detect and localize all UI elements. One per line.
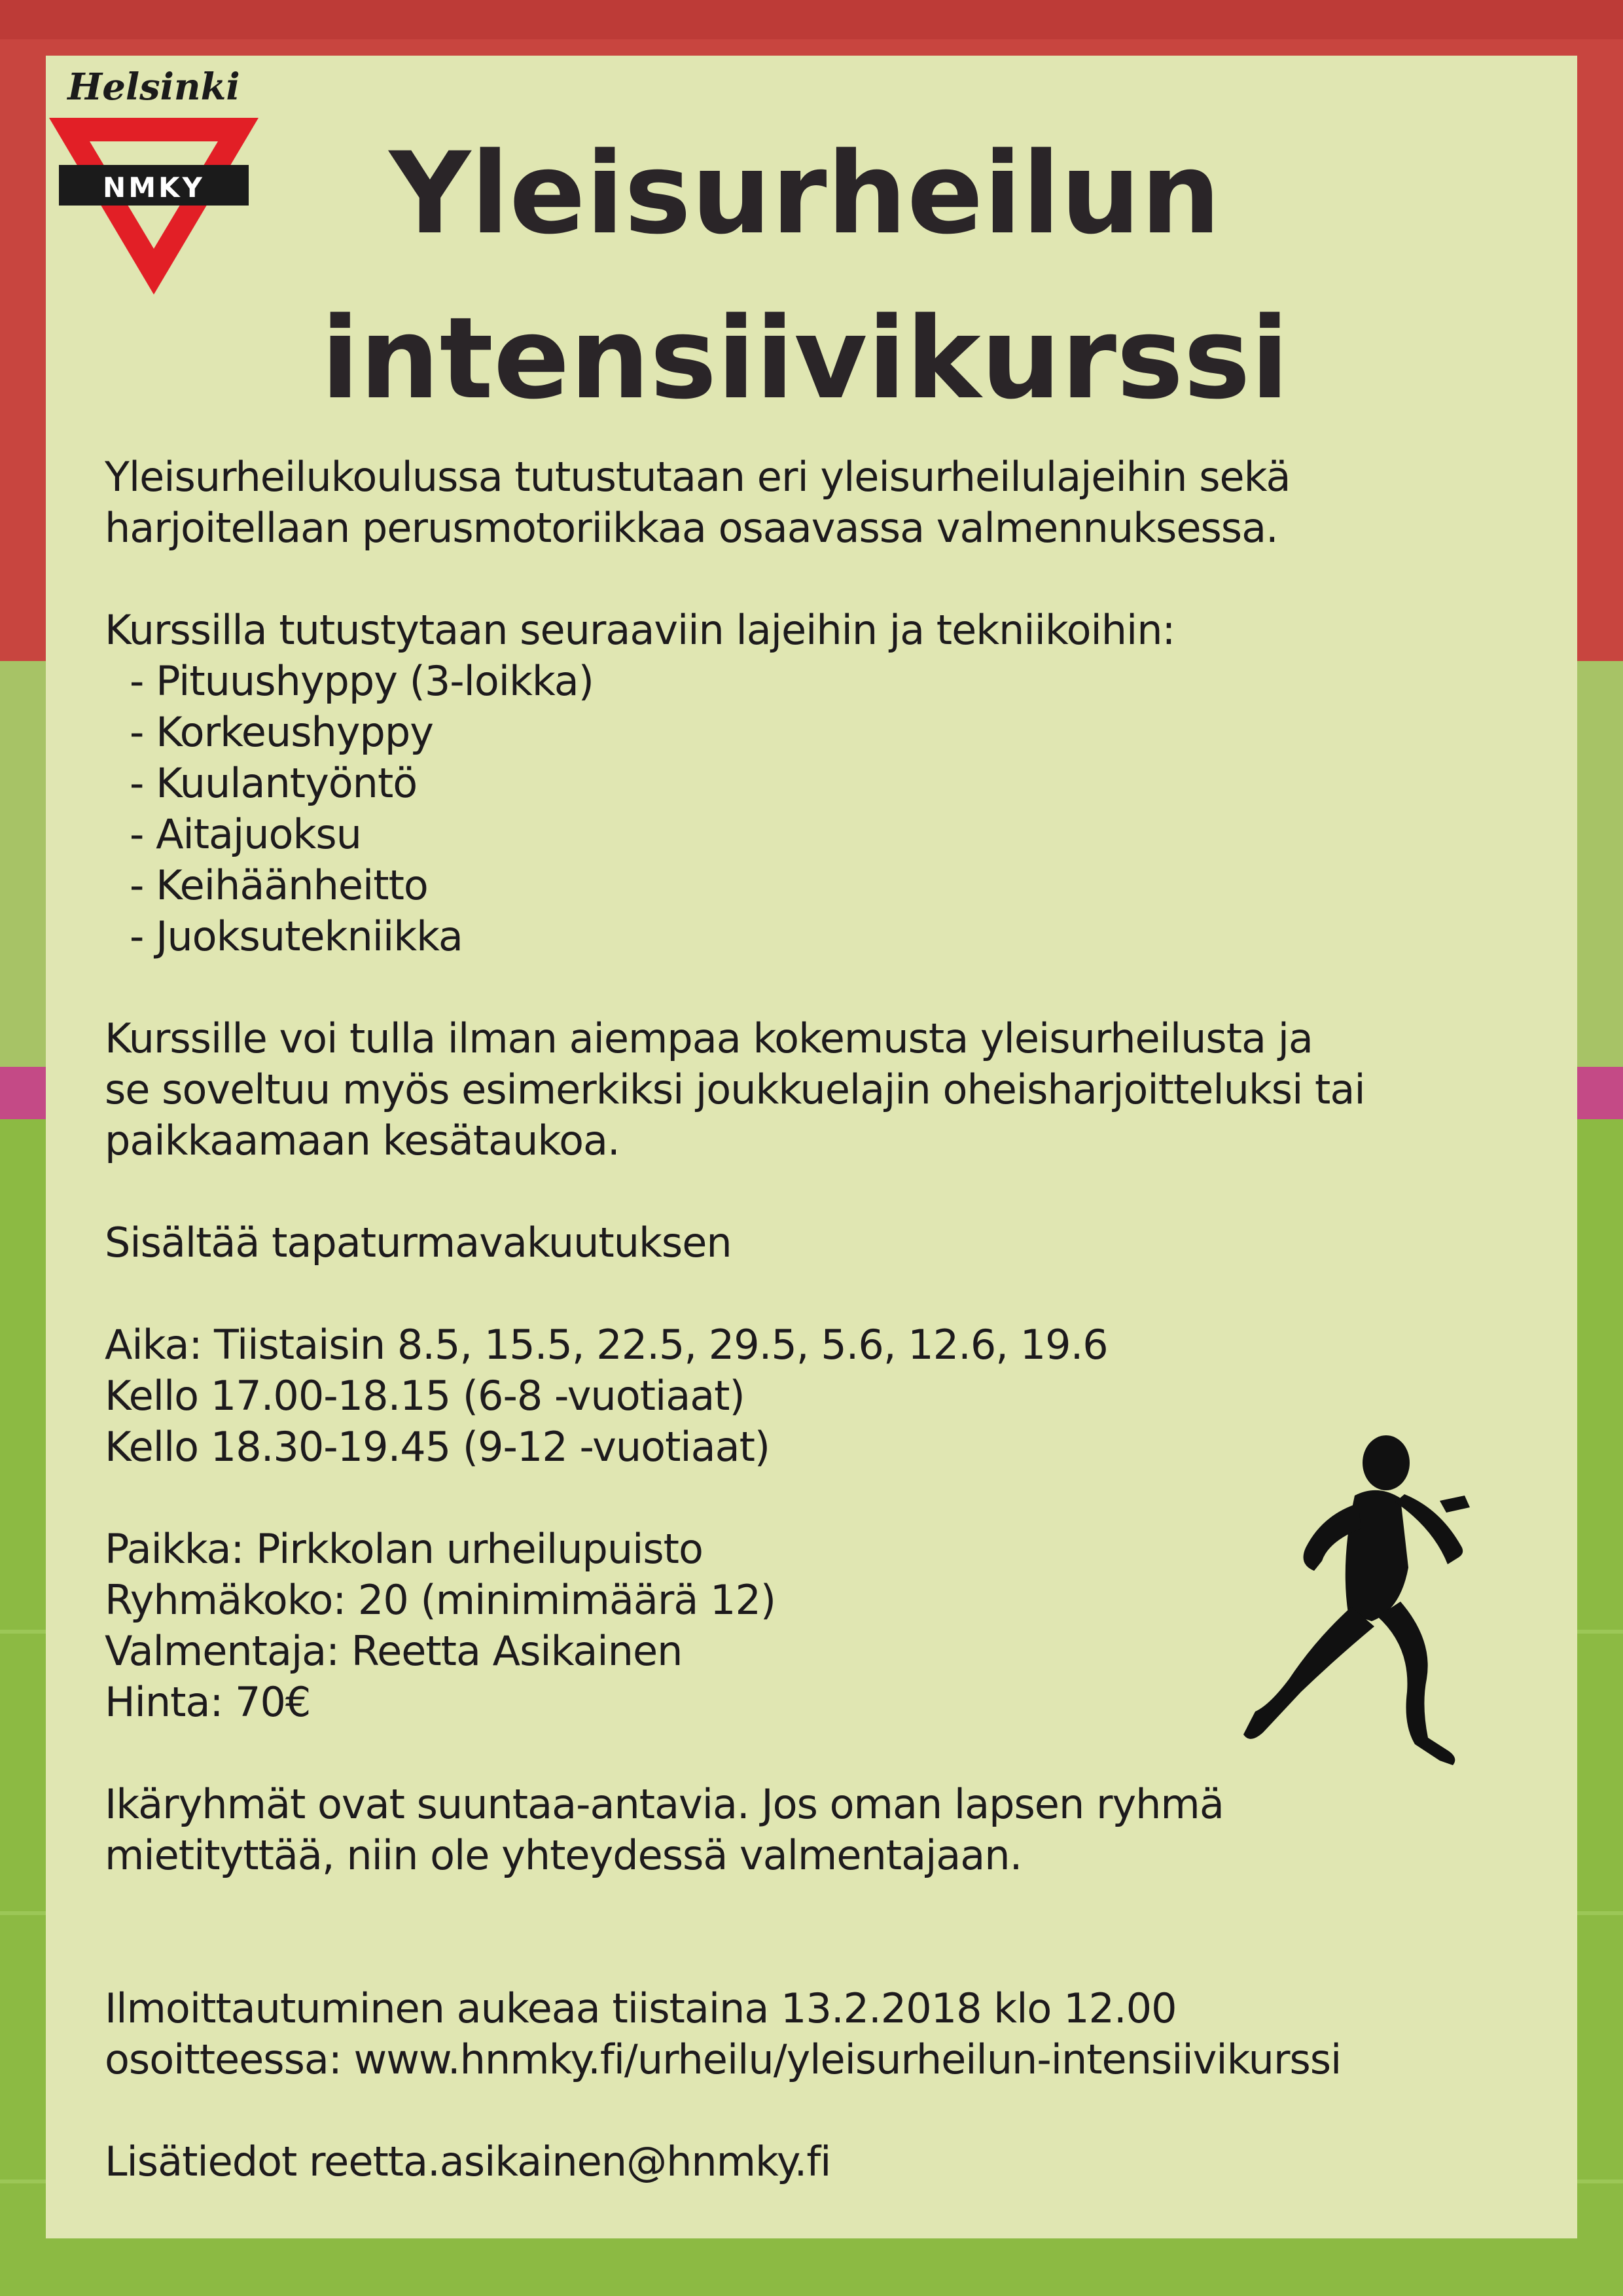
events-heading: Kurssilla tutustytaan seuraaviin lajeihin ja tekniikoihin: — [105, 606, 1175, 654]
schedule-line: Aika: Tiistaisin 8.5, 15.5, 22.5, 29.5, 5.6, 12.6, 19.6 — [105, 1321, 1108, 1369]
intro-line: Yleisurheilukoulussa tutustutaan eri yleisurheilulajeihin sekä — [105, 453, 1291, 501]
logo-badge-text: NMKY — [103, 171, 205, 204]
detail-coach: Valmentaja: Reetta Asikainen — [105, 1627, 683, 1675]
detail-price: Hinta: 70€ — [105, 1678, 311, 1726]
list-item: - Keihäänheitto — [130, 861, 428, 909]
poster-body — [105, 452, 1544, 2187]
nmky-logo — [49, 65, 259, 301]
contact-email[interactable]: Lisätiedot reetta.asikainen@hnmky.fi — [105, 2138, 831, 2185]
detail-group-size: Ryhmäkoko: 20 (minimimäärä 12) — [105, 1576, 776, 1624]
runner-icon — [1243, 1430, 1479, 1770]
registration-url[interactable]: osoitteessa: www.hnmky.fi/urheilu/yleisurheilun-intensiivikurssi — [105, 2036, 1342, 2083]
suitability-line: paikkaamaan kesätaukoa. — [105, 1117, 620, 1164]
insurance-note: Sisältää tapaturmavakuutuksen — [105, 1219, 732, 1266]
age-note-line: mietityttää, niin ole yhteydessä valmentajaan. — [105, 1831, 1022, 1879]
schedule-line: Kello 18.30-19.45 (9-12 -vuotiaat) — [105, 1423, 770, 1471]
page-title — [249, 111, 1361, 441]
detail-location: Paikka: Pirkkolan urheilupuisto — [105, 1525, 703, 1573]
age-note-line: Ikäryhmät ovat suuntaa-antavia. Jos oman lapsen ryhmä — [105, 1780, 1224, 1828]
logo-wordmark: Helsinki — [67, 65, 240, 109]
events-list — [105, 656, 1544, 962]
intro-line: harjoitellaan perusmotoriikkaa osaavassa valmennuksessa. — [105, 504, 1278, 552]
registration-line: Ilmoittautuminen aukeaa tiistaina 13.2.2018 klo 12.00 — [105, 1984, 1177, 2032]
list-item: - Kuulantyöntö — [130, 759, 418, 807]
title-line-1: Yleisurheilun — [389, 128, 1221, 259]
title-line-2: intensiivikurssi — [321, 293, 1289, 424]
list-item: - Juoksutekniikka — [130, 912, 463, 960]
schedule-line: Kello 17.00-18.15 (6-8 -vuotiaat) — [105, 1372, 745, 1420]
suitability-line: se soveltuu myös esimerkiksi joukkuelajin oheisharjoitteluksi tai — [105, 1066, 1365, 1113]
list-item: - Pituushyppy (3-loikka) — [130, 657, 594, 705]
list-item: - Korkeushyppy — [130, 708, 433, 756]
list-item: - Aitajuoksu — [130, 810, 361, 858]
suitability-line: Kurssille voi tulla ilman aiempaa kokemusta yleisurheilusta ja — [105, 1014, 1313, 1062]
nmky-triangle-icon — [49, 118, 259, 301]
